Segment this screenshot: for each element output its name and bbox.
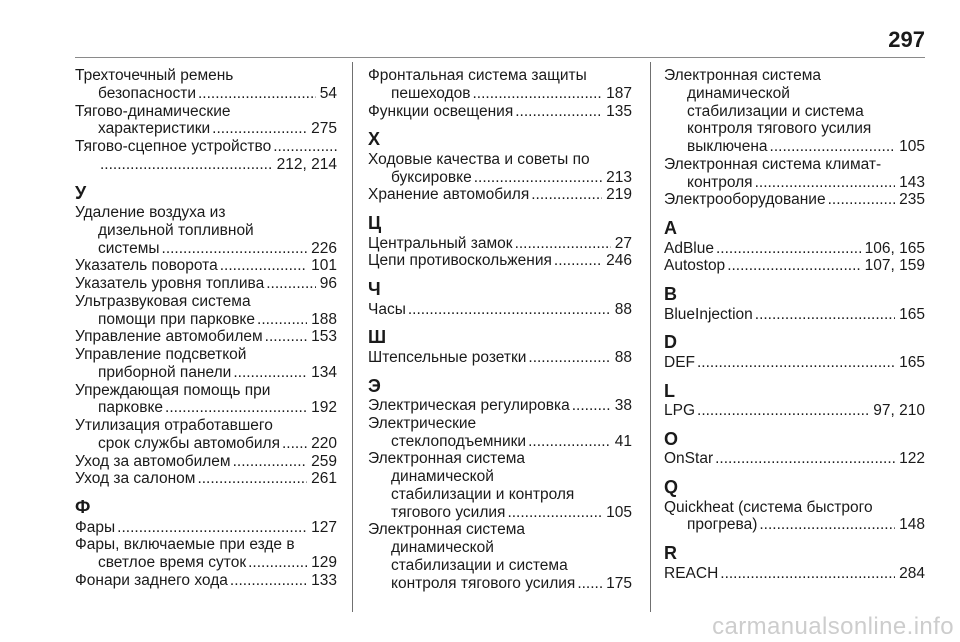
entry-text: Фары [75, 518, 116, 536]
entry-text: Трехточечный ремень [75, 67, 234, 84]
entry-page-ref: 54 [319, 84, 337, 102]
index-entry [75, 204, 337, 257]
index-letter-heading: O [664, 428, 679, 449]
index-entry [368, 151, 632, 187]
entry-line [664, 103, 925, 121]
entry-line [75, 364, 337, 382]
entry-text: AdBlue [664, 239, 714, 257]
entry-page-ref: 188 [311, 310, 337, 328]
entry-text: Фонари заднего хода [75, 571, 228, 589]
leader-dots [718, 565, 895, 583]
leader-dots [552, 252, 602, 270]
entry-line [368, 349, 632, 367]
entry-page-ref: 284 [899, 564, 925, 582]
entry-line [75, 204, 337, 222]
entry-line [75, 382, 337, 400]
entry-line [368, 169, 632, 187]
index-entry [664, 565, 925, 583]
entry-page-ref: 192 [311, 399, 337, 417]
entry-page-ref: 219 [606, 186, 632, 204]
page-number: 297 [888, 27, 925, 52]
entry-page-ref: 97, 210 [873, 402, 925, 419]
entry-page-ref: 153 [311, 328, 337, 346]
entry-text: Удаление воздуха из [75, 204, 226, 221]
entry-page-ref: 148 [899, 516, 925, 534]
index-entry [664, 240, 925, 258]
leader-dots [526, 349, 610, 367]
entry-text: парковке [98, 399, 164, 417]
header-rule [75, 57, 925, 58]
entry-line [75, 399, 337, 417]
entry-line [664, 516, 925, 534]
entry-text: выключена [687, 138, 768, 155]
entry-text: Указатель уровня топлива [75, 275, 265, 292]
entry-line [664, 306, 925, 324]
entry-line [75, 554, 337, 572]
leader-dots [575, 575, 602, 593]
index-entry [664, 402, 925, 420]
index-entry [368, 103, 632, 121]
entry-page-ref: 212, 214 [276, 155, 337, 173]
index-entry [75, 293, 337, 329]
entry-line [664, 120, 925, 138]
entry-line [664, 240, 925, 258]
entry-text: Указатель поворота [75, 257, 218, 275]
leader-dots [271, 138, 337, 156]
entry-line [368, 103, 632, 121]
leader-dots [195, 470, 307, 488]
entry-line [75, 470, 337, 488]
entry-page-ref: 107, 159 [864, 257, 925, 275]
entry-text: буксировке [391, 168, 472, 186]
index-entry [368, 521, 632, 592]
entry-text: Электрооборудование [664, 191, 826, 209]
leader-dots [753, 306, 895, 324]
entry-text: помощи при парковке [98, 310, 256, 328]
entry-text: Часы [368, 300, 406, 318]
entry-text: Quickheat (система быстрого [664, 498, 873, 516]
entry-line [664, 138, 925, 156]
entry-text: Центральный замок [368, 234, 513, 252]
entry-line [75, 328, 337, 346]
leader-dots [470, 85, 602, 103]
entry-text: стабилизации и система [391, 556, 568, 574]
entry-page-ref: 275 [311, 120, 337, 138]
leader-dots [255, 311, 307, 329]
index-entry [75, 67, 337, 103]
entry-line [368, 450, 632, 468]
entry-text: пешеходов [391, 84, 471, 102]
index-entry [368, 252, 632, 270]
entry-line [664, 499, 925, 517]
entry-page-ref: 122 [899, 450, 925, 468]
entry-text: системы [98, 239, 160, 257]
entry-text: Фронтальная система защиты [368, 67, 587, 84]
index-letter-heading: Ш [368, 327, 387, 348]
leader-dots [526, 433, 611, 451]
entry-text: Упреждающая помощь при [75, 381, 271, 399]
entry-page-ref: 135 [606, 102, 632, 120]
entry-page-ref: 213 [606, 168, 632, 186]
leader-dots [231, 453, 308, 471]
entry-page-ref: 220 [311, 434, 337, 452]
entry-text: Утилизация отработавшего [75, 417, 273, 434]
index-letter-heading: Э [368, 375, 381, 396]
entry-page-ref: 226 [311, 239, 337, 257]
entry-line [368, 415, 632, 433]
entry-line [75, 536, 337, 554]
entry-page-ref: 246 [606, 252, 632, 270]
index-entry [664, 191, 925, 209]
entry-text: Штепсельные розетки [368, 348, 527, 366]
entry-text: динамической [391, 468, 494, 485]
leader-dots [768, 138, 896, 156]
entry-text: Тягово-динамические [75, 102, 231, 120]
entry-line [664, 450, 925, 468]
entry-page-ref: 41 [614, 432, 632, 450]
entry-line [75, 103, 337, 121]
entry-line [664, 85, 925, 103]
leader-dots [160, 240, 308, 258]
entry-text: стабилизации и система [687, 102, 864, 120]
index-entry [664, 354, 925, 372]
entry-text: Функции освещения [368, 102, 514, 120]
entry-text: характеристики [98, 120, 211, 138]
leader-dots [570, 397, 611, 415]
entry-page-ref: 134 [311, 363, 337, 381]
entry-line [75, 257, 337, 275]
entry-text: Ходовые качества и советы по [368, 150, 590, 168]
entry-page-ref: 261 [311, 470, 337, 488]
index-entry [75, 536, 337, 572]
leader-dots [210, 120, 307, 138]
entry-line [368, 468, 632, 486]
index-entry [368, 415, 632, 451]
entry-text: Хранение автомобиля [368, 186, 530, 204]
entry-text: светлое время суток [98, 554, 247, 571]
entry-text: Управление подсветкой [75, 346, 247, 363]
entry-line [75, 453, 337, 471]
index-entry [368, 349, 632, 367]
entry-text: Уход за салоном [75, 470, 196, 488]
leader-dots [713, 450, 895, 468]
index-entry [664, 257, 925, 275]
entry-line [664, 191, 925, 209]
entry-line [368, 504, 632, 522]
watermark: carmanualsonline.info [712, 613, 954, 640]
entry-text: Уход за автомобилем [75, 452, 231, 470]
index-entry [664, 450, 925, 468]
column-divider [650, 62, 651, 612]
index-entry [368, 235, 632, 253]
entry-line [75, 417, 337, 435]
entry-text: Электронная система [368, 521, 526, 539]
leader-dots [246, 554, 307, 572]
index-letter-heading: У [75, 182, 87, 203]
index-entry [75, 470, 337, 488]
entry-line [75, 222, 337, 240]
entry-line [664, 67, 925, 85]
index-letter-heading: D [664, 332, 677, 353]
entry-page-ref: 165 [899, 305, 925, 323]
entry-line [75, 293, 337, 311]
entry-text: дизельной топливной [98, 221, 254, 239]
entry-page-ref: 259 [311, 452, 337, 470]
leader-dots [196, 85, 316, 103]
entry-text: контроля [687, 173, 753, 191]
entry-page-ref: 101 [311, 257, 337, 275]
entry-text: Фары, включаемые при езде в [75, 536, 295, 554]
entry-text: приборной панели [98, 363, 232, 381]
entry-line [368, 397, 632, 415]
leader-dots [218, 257, 307, 275]
entry-line [75, 156, 337, 174]
leader-dots [163, 399, 307, 417]
entry-text: REACH [664, 564, 719, 582]
entry-text: Тягово-сцепное устройство [75, 138, 272, 155]
entry-page-ref: 105 [899, 138, 925, 155]
leader-dots [757, 516, 895, 534]
leader-dots [513, 103, 602, 121]
entry-line [368, 486, 632, 504]
entry-text: Цепи противоскольжения [368, 252, 552, 270]
entry-page-ref: 129 [311, 554, 337, 571]
entry-line [75, 572, 337, 590]
index-entry [664, 499, 925, 535]
index-entry [368, 397, 632, 415]
leader-dots [263, 328, 307, 346]
index-letter-heading: R [664, 543, 677, 563]
entry-line [368, 301, 632, 319]
entry-line [368, 539, 632, 557]
index-letter-heading: Ф [75, 497, 91, 517]
index-entry [75, 138, 337, 174]
entry-line [368, 85, 632, 103]
leader-dots [826, 191, 896, 209]
index-letter-heading: Ц [368, 213, 382, 233]
entry-page-ref: 38 [614, 397, 632, 414]
index-entry [75, 572, 337, 590]
entry-line [664, 257, 925, 275]
entry-line [664, 156, 925, 174]
index-column-1 [75, 67, 337, 590]
entry-text: Электрическая регулировка [368, 397, 570, 414]
entry-line [664, 354, 925, 372]
leader-dots [115, 519, 307, 537]
entry-text: прогрева) [687, 516, 758, 534]
entry-page-ref: 88 [614, 300, 632, 318]
index-column-3 [664, 67, 925, 582]
entry-line [75, 519, 337, 537]
leader-dots [98, 156, 273, 174]
index-letter-heading: B [664, 284, 677, 304]
index-letter-heading: Ч [368, 279, 381, 299]
entry-page-ref: 187 [606, 84, 632, 102]
index-column-2 [368, 67, 632, 592]
entry-text: BlueInjection [664, 305, 753, 323]
entry-page-ref: 27 [614, 234, 632, 252]
index-entry [664, 156, 925, 192]
entry-text: тягового усилия [391, 503, 506, 521]
entry-line [368, 186, 632, 204]
leader-dots [714, 240, 861, 258]
entry-text: динамической [391, 539, 494, 556]
index-letter-heading: Q [664, 477, 679, 497]
leader-dots [280, 435, 307, 453]
column-divider [352, 62, 353, 612]
leader-dots [695, 354, 895, 372]
index-entry [75, 328, 337, 346]
entry-line [664, 174, 925, 192]
entry-page-ref: 165 [899, 353, 925, 371]
leader-dots [264, 275, 316, 293]
index-entry [664, 306, 925, 324]
index-letter-heading: L [664, 380, 675, 401]
entry-text: Электронная система [664, 67, 822, 84]
entry-line [75, 85, 337, 103]
leader-dots [505, 504, 602, 522]
entry-line [368, 557, 632, 575]
entry-page-ref: 105 [606, 503, 632, 521]
index-entry [368, 450, 632, 521]
entry-text: стеклоподъемники [391, 432, 527, 450]
index-entry [368, 67, 632, 103]
entry-text: срок службы автомобиля [98, 434, 280, 452]
entry-line [75, 435, 337, 453]
index-entry [75, 417, 337, 453]
entry-line [368, 252, 632, 270]
entry-line [368, 521, 632, 539]
entry-line [75, 67, 337, 85]
entry-text: стабилизации и контроля [391, 485, 575, 503]
entry-page-ref: 96 [319, 275, 337, 292]
entry-text: Управление автомобилем [75, 328, 263, 346]
entry-line [75, 311, 337, 329]
leader-dots [695, 402, 869, 420]
index-letter-heading: Х [368, 129, 381, 150]
index-entry [75, 103, 337, 139]
index-entry [664, 67, 925, 156]
index-entry [75, 275, 337, 293]
entry-text: Ультразвуковая система [75, 292, 251, 310]
entry-line [664, 565, 925, 583]
index-entry [75, 519, 337, 537]
index-entry [368, 186, 632, 204]
leader-dots [472, 169, 602, 187]
entry-text: Электрические [368, 414, 477, 432]
index-entry [75, 346, 337, 382]
entry-page-ref: 235 [899, 191, 925, 209]
leader-dots [529, 186, 602, 204]
entry-line [75, 346, 337, 364]
entry-text: OnStar [664, 450, 714, 468]
leader-dots [231, 364, 307, 382]
entry-line [75, 275, 337, 293]
entry-line [75, 138, 337, 156]
entry-page-ref: 133 [311, 571, 337, 589]
entry-text: Autostop [664, 257, 726, 275]
entry-text: безопасности [98, 84, 196, 102]
entry-line [368, 575, 632, 593]
index-entry [75, 453, 337, 471]
entry-page-ref: 143 [899, 173, 925, 191]
index-entry [368, 301, 632, 319]
entry-text: контроля тягового усилия [391, 574, 576, 592]
index-entry [75, 257, 337, 275]
leader-dots [725, 257, 860, 275]
index-entry [75, 382, 337, 418]
entry-line [75, 120, 337, 138]
entry-line [368, 67, 632, 85]
entry-line [664, 402, 925, 420]
entry-line [368, 235, 632, 253]
entry-text: LPG [664, 402, 696, 419]
entry-text: DEF [664, 353, 695, 371]
entry-page-ref: 175 [606, 574, 632, 592]
entry-page-ref: 106, 165 [864, 239, 925, 257]
leader-dots [228, 572, 307, 590]
entry-line [368, 433, 632, 451]
entry-line [368, 151, 632, 169]
leader-dots [406, 301, 611, 319]
entry-line [75, 240, 337, 258]
entry-page-ref: 127 [311, 518, 337, 536]
entry-text: Электронная система климат- [664, 155, 882, 173]
entry-text: контроля тягового усилия [687, 120, 872, 138]
entry-page-ref: 88 [614, 348, 632, 366]
leader-dots [513, 235, 611, 253]
leader-dots [753, 174, 896, 192]
entry-text: динамической [687, 84, 790, 102]
index-letter-heading: A [664, 218, 677, 238]
entry-text: Электронная система [368, 450, 526, 468]
